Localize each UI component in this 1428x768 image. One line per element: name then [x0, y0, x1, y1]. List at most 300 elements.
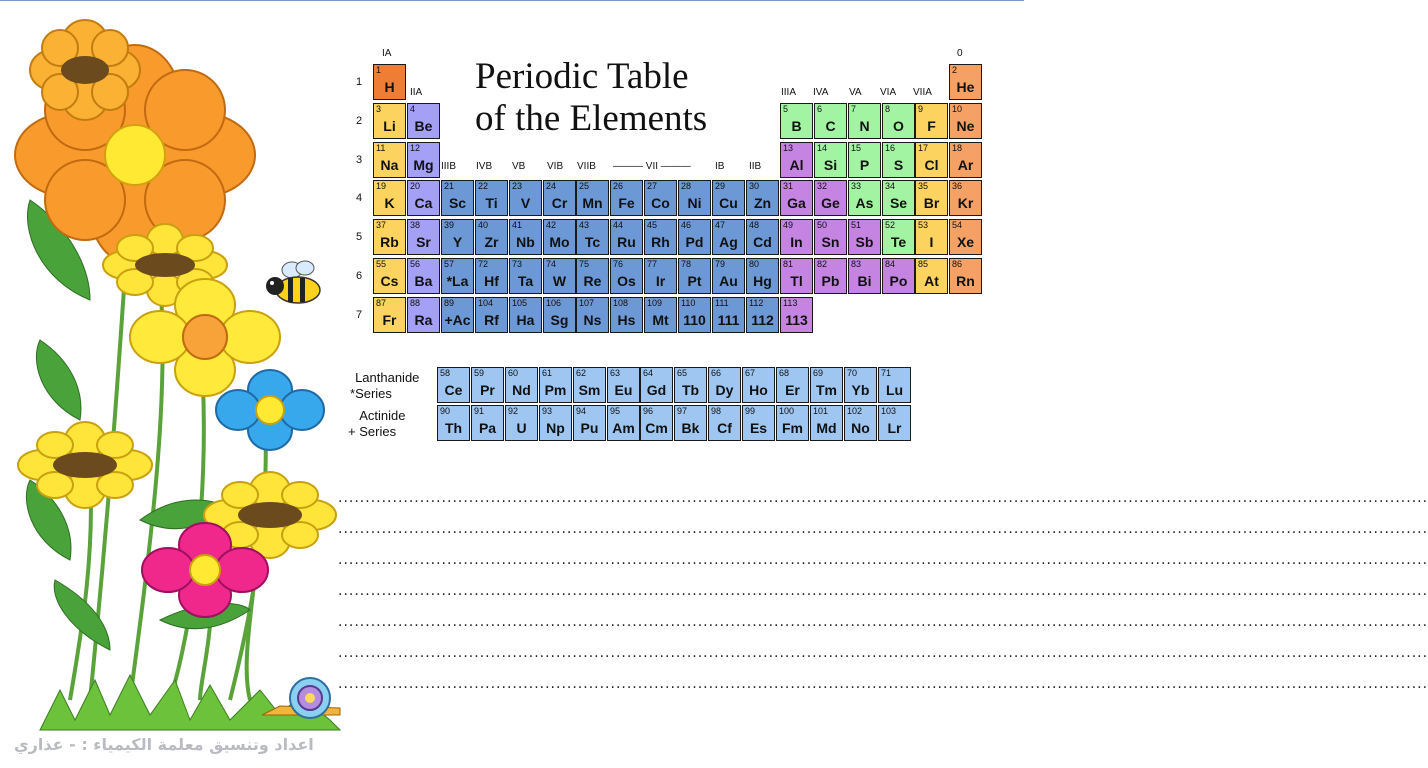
atomic-number: 67	[745, 368, 756, 378]
element-np	[539, 405, 572, 441]
atomic-number: 53	[918, 220, 929, 230]
atomic-number: 93	[542, 406, 553, 416]
atomic-number: 66	[711, 368, 722, 378]
element-sn	[814, 219, 847, 255]
element-u	[505, 405, 538, 441]
element-xe	[949, 219, 982, 255]
atomic-number: 112	[749, 298, 764, 308]
atomic-number: 59	[474, 368, 485, 378]
atomic-number: 87	[376, 298, 387, 308]
periodic-table-title	[475, 56, 707, 140]
element-cm	[640, 405, 673, 441]
element-sb	[848, 219, 881, 255]
element-symbol: O	[893, 118, 904, 134]
element-am	[607, 405, 640, 441]
atomic-number: 94	[576, 406, 587, 416]
element-ho	[742, 367, 775, 403]
element-ca	[407, 180, 440, 216]
atomic-number: 84	[885, 259, 896, 269]
group-label: IIA	[410, 87, 423, 98]
element-symbol: Lu	[885, 382, 904, 398]
element-symbol: I	[929, 234, 934, 250]
atomic-number: 79	[715, 259, 726, 269]
atomic-number: 32	[817, 181, 828, 191]
atomic-number: 63	[610, 368, 621, 378]
element-symbol: Ge	[821, 195, 840, 211]
element-symbol: H	[384, 79, 395, 95]
element-pd	[678, 219, 711, 255]
element-symbol: Ns	[583, 312, 602, 328]
element-se	[882, 180, 915, 216]
atomic-number: 62	[576, 368, 587, 378]
atomic-number: 10	[952, 104, 963, 114]
flower-garden-illustration	[0, 0, 340, 730]
element-symbol: Yb	[851, 382, 870, 398]
element-pr	[471, 367, 504, 403]
element-symbol: W	[552, 273, 567, 289]
atomic-number: 3	[376, 104, 382, 114]
element-y	[441, 219, 474, 255]
atomic-number: 30	[749, 181, 760, 191]
element-symbol: Ga	[787, 195, 806, 211]
element-er	[776, 367, 809, 403]
element-ns	[576, 297, 609, 333]
element-symbol: Mn	[582, 195, 603, 211]
group-label: VIA	[880, 87, 897, 98]
element-symbol: Sb	[855, 234, 874, 250]
lanthanide-label-text: Lanthanide Series	[355, 370, 420, 401]
element-h	[373, 64, 406, 100]
element-pa	[471, 405, 504, 441]
atomic-number: 72	[478, 259, 489, 269]
element-cr	[543, 180, 576, 216]
element-cl	[915, 142, 948, 178]
group-label: ——— VII ———	[613, 161, 691, 172]
actinide-series-label	[348, 408, 419, 440]
element-symbol: V	[520, 195, 531, 211]
atomic-number: 24	[546, 181, 557, 191]
element-symbol: Md	[816, 420, 837, 436]
atomic-number: 54	[952, 220, 963, 230]
element-symbol: Al	[789, 157, 804, 173]
group-label: IIIA	[781, 87, 797, 98]
element-te	[882, 219, 915, 255]
title-line-1: Periodic Table	[475, 56, 689, 97]
snail-icon	[262, 678, 340, 718]
group-label: VIIA	[913, 87, 932, 98]
bee-icon	[266, 261, 320, 303]
atomic-number: 43	[579, 220, 590, 230]
atomic-number: 56	[410, 259, 421, 269]
element-112	[746, 297, 779, 333]
element-mn	[576, 180, 609, 216]
atomic-number: 31	[783, 181, 794, 191]
element-br	[915, 180, 948, 216]
element-yb	[844, 367, 877, 403]
element-tl	[780, 258, 813, 294]
group-label: IVB	[476, 161, 493, 172]
element-bi	[848, 258, 881, 294]
answer-line[interactable]: ........................................................................................................................................................................................................	[338, 614, 1428, 630]
element-al	[780, 142, 813, 178]
element-symbol: Cl	[924, 157, 939, 173]
element-ir	[644, 258, 677, 294]
element-symbol: Pr	[480, 382, 495, 398]
element-symbol: Es	[749, 420, 768, 436]
period-label: 4	[356, 192, 363, 204]
atomic-number: 6	[817, 104, 823, 114]
atomic-number: 13	[783, 143, 794, 153]
element-symbol: Ha	[516, 312, 535, 328]
element-symbol: Zr	[484, 234, 499, 250]
element-symbol: Th	[444, 420, 463, 436]
element-symbol: Cu	[719, 195, 738, 211]
element-rn	[949, 258, 982, 294]
element-symbol: 110	[683, 312, 706, 328]
element-ce	[437, 367, 470, 403]
element-symbol: Ne	[956, 118, 975, 134]
small-orange-flower	[30, 20, 140, 120]
atomic-number: 91	[474, 406, 485, 416]
element-symbol: Hg	[753, 273, 772, 289]
answer-line[interactable]: ........................................................................................................................................................................................................	[338, 583, 1428, 599]
atomic-number: 11	[376, 143, 386, 153]
period-label: 5	[356, 231, 363, 243]
element-md	[810, 405, 843, 441]
atomic-number: 36	[952, 181, 963, 191]
element-symbol: Eu	[614, 382, 633, 398]
element-symbol: 112	[751, 312, 774, 328]
element-p	[848, 142, 881, 178]
period-label: 3	[356, 154, 363, 166]
element-symbol: Nb	[516, 234, 535, 250]
atomic-number: 19	[376, 181, 387, 191]
actinide-mark: +	[348, 424, 356, 439]
atomic-number: 2	[952, 65, 958, 75]
atomic-number: 85	[918, 259, 929, 269]
element-be	[407, 103, 440, 139]
atomic-number: 29	[715, 181, 726, 191]
element-symbol: Li	[383, 118, 396, 134]
answer-line[interactable]: ........................................................................................................................................................................................................	[338, 521, 1428, 537]
element-sg	[543, 297, 576, 333]
element-symbol: Ir	[655, 273, 666, 289]
atomic-number: 57	[444, 259, 455, 269]
element-symbol: Sm	[578, 382, 601, 398]
element-symbol: Pm	[544, 382, 567, 398]
element-symbol: Er	[785, 382, 800, 398]
element-symbol: 113	[785, 312, 808, 328]
atomic-number: 38	[410, 220, 421, 230]
element-co	[644, 180, 677, 216]
element-symbol: Na	[380, 157, 399, 173]
atomic-number: 104	[478, 298, 494, 308]
atomic-number: 50	[817, 220, 828, 230]
atomic-number: 37	[376, 220, 387, 230]
element-symbol: F	[927, 118, 936, 134]
element-symbol: Y	[452, 234, 463, 250]
answer-line[interactable]: ........................................................................................................................................................................................................	[338, 645, 1428, 661]
atomic-number: 18	[952, 143, 963, 153]
element-hg	[746, 258, 779, 294]
element-symbol: P	[859, 157, 870, 173]
element-cd	[746, 219, 779, 255]
element-na	[373, 142, 406, 178]
element-nd	[505, 367, 538, 403]
element-fr	[373, 297, 406, 333]
answer-line[interactable]: ........................................................................................................................................................................................................	[338, 676, 1428, 692]
atomic-number: 76	[613, 259, 624, 269]
element-tm	[810, 367, 843, 403]
element-la	[441, 258, 474, 294]
element-symbol: Tm	[816, 382, 837, 398]
element-symbol: Rf	[484, 312, 499, 328]
atomic-number: 98	[711, 406, 722, 416]
element-li	[373, 103, 406, 139]
atomic-number: 108	[613, 298, 629, 308]
element-symbol: K	[384, 195, 395, 211]
element-110	[678, 297, 711, 333]
element-cs	[373, 258, 406, 294]
atomic-number: 95	[610, 406, 621, 416]
element-symbol: Nd	[512, 382, 531, 398]
element-symbol: Hf	[484, 273, 499, 289]
element-symbol: Hs	[617, 312, 636, 328]
element-as	[848, 180, 881, 216]
group-label: VB	[512, 161, 526, 172]
atomic-number: 89	[444, 298, 455, 308]
lanthanide-series-label	[350, 370, 433, 402]
element-symbol: Mo	[549, 234, 570, 250]
atomic-number: 49	[783, 220, 794, 230]
element-symbol: Cs	[380, 273, 399, 289]
atomic-number: 16	[885, 143, 896, 153]
atomic-number: 100	[779, 406, 795, 416]
element-symbol: Np	[546, 420, 565, 436]
atomic-number: 7	[851, 104, 857, 114]
answer-line[interactable]: ........................................................................................................................................................................................................	[338, 552, 1428, 568]
element-symbol: S	[893, 157, 904, 173]
element-hf	[475, 258, 508, 294]
atomic-number: 21	[444, 181, 455, 191]
answer-line[interactable]: ........................................................................................................................................................................................................	[338, 490, 1428, 506]
element-fe	[610, 180, 643, 216]
actinide-label-text: Actinide Series	[359, 408, 406, 439]
element-mt	[644, 297, 677, 333]
element-s	[882, 142, 915, 178]
element-pt	[678, 258, 711, 294]
element-rh	[644, 219, 677, 255]
element-symbol: Tc	[584, 234, 601, 250]
atomic-number: 81	[783, 259, 794, 269]
element-symbol: Bi	[857, 273, 872, 289]
element-symbol: Tl	[790, 273, 803, 289]
atomic-number: 44	[613, 220, 624, 230]
element-f	[915, 103, 948, 139]
atomic-number: 58	[440, 368, 451, 378]
atomic-number: 26	[613, 181, 624, 191]
atomic-number: 25	[579, 181, 590, 191]
element-sr	[407, 219, 440, 255]
atomic-number: 65	[677, 368, 688, 378]
element-symbol: Ni	[687, 195, 702, 211]
element-symbol: Am	[612, 420, 635, 436]
atomic-number: 77	[647, 259, 658, 269]
element-symbol: Tb	[681, 382, 700, 398]
element-ba	[407, 258, 440, 294]
element-symbol: C	[825, 118, 836, 134]
element-dy	[708, 367, 741, 403]
element-symbol: Pd	[685, 234, 704, 250]
atomic-number: 39	[444, 220, 455, 230]
atomic-number: 68	[779, 368, 790, 378]
element-in	[780, 219, 813, 255]
atomic-number: 111	[715, 298, 729, 308]
element-pu	[573, 405, 606, 441]
group-label: IB	[715, 161, 725, 172]
element-symbol: Sc	[448, 195, 467, 211]
element-cf	[708, 405, 741, 441]
element-ra	[407, 297, 440, 333]
period-label: 1	[356, 76, 363, 88]
element-es	[742, 405, 775, 441]
atomic-number: 78	[681, 259, 692, 269]
group-label: IIIB	[441, 161, 457, 172]
element-symbol: Ho	[749, 382, 768, 398]
element-lr	[878, 405, 911, 441]
element-po	[882, 258, 915, 294]
element-ga	[780, 180, 813, 216]
atomic-number: 41	[512, 220, 523, 230]
atomic-number: 17	[918, 143, 929, 153]
element-kr	[949, 180, 982, 216]
atomic-number: 14	[817, 143, 828, 153]
atomic-number: 5	[783, 104, 789, 114]
atomic-number: 55	[376, 259, 387, 269]
element-symbol: Xe	[956, 234, 975, 250]
element-at	[915, 258, 948, 294]
atomic-number: 51	[851, 220, 862, 230]
group-label: IIB	[749, 161, 762, 172]
atomic-number: 48	[749, 220, 760, 230]
atomic-number: 15	[851, 143, 862, 153]
period-label: 6	[356, 270, 363, 282]
element-ta	[509, 258, 542, 294]
element-i	[915, 219, 948, 255]
element-symbol: U	[516, 420, 527, 436]
element-symbol: He	[956, 79, 975, 95]
atomic-number: 73	[512, 259, 523, 269]
atomic-number: 8	[885, 104, 891, 114]
element-symbol: Po	[889, 273, 908, 289]
atomic-number: 23	[512, 181, 523, 191]
element-c	[814, 103, 847, 139]
atomic-number: 46	[681, 220, 692, 230]
atomic-number: 20	[410, 181, 421, 191]
element-symbol: At	[924, 273, 939, 289]
element-symbol: Rb	[380, 234, 399, 250]
element-th	[437, 405, 470, 441]
atomic-number: 83	[851, 259, 862, 269]
element-symbol: Gd	[646, 382, 667, 398]
element-lu	[878, 367, 911, 403]
atomic-number: 47	[715, 220, 726, 230]
element-symbol: Re	[583, 273, 602, 289]
element-ar	[949, 142, 982, 178]
element-pb	[814, 258, 847, 294]
element-symbol: Ta	[517, 273, 534, 289]
element-symbol: Sr	[416, 234, 431, 250]
element-symbol: Pu	[580, 420, 599, 436]
atomic-number: 99	[745, 406, 756, 416]
element-ne	[949, 103, 982, 139]
element-n	[848, 103, 881, 139]
atomic-number: 90	[440, 406, 451, 416]
element-symbol: Cd	[753, 234, 772, 250]
element-symbol: *La	[446, 273, 469, 289]
element-symbol: Be	[414, 118, 433, 134]
element-symbol: Mt	[652, 312, 669, 328]
atomic-number: 96	[643, 406, 654, 416]
atomic-number: 74	[546, 259, 557, 269]
element-ti	[475, 180, 508, 216]
element-symbol: Cm	[645, 420, 668, 436]
atomic-number: 60	[508, 368, 519, 378]
element-symbol: Ca	[414, 195, 433, 211]
period-label: 7	[356, 309, 363, 321]
atomic-number: 103	[881, 406, 897, 416]
element-symbol: Dy	[715, 382, 734, 398]
element-symbol: Rh	[651, 234, 670, 250]
atomic-number: 97	[677, 406, 688, 416]
atomic-number: 22	[478, 181, 489, 191]
element-ag	[712, 219, 745, 255]
element-symbol: B	[791, 118, 802, 134]
element-111	[712, 297, 745, 333]
title-line-2: of the Elements	[475, 98, 708, 139]
element-eu	[607, 367, 640, 403]
atomic-number: 71	[881, 368, 892, 378]
element-tb	[674, 367, 707, 403]
element-symbol: Br	[923, 195, 940, 211]
element-hs	[610, 297, 643, 333]
period-label: 2	[356, 115, 363, 127]
atomic-number: 9	[918, 104, 924, 114]
element-symbol: Ce	[444, 382, 463, 398]
atomic-number: 61	[542, 368, 553, 378]
element-mg	[407, 142, 440, 178]
atomic-number: 64	[643, 368, 654, 378]
atomic-number: 45	[647, 220, 658, 230]
element-symbol: Kr	[957, 195, 974, 211]
atomic-number: 92	[508, 406, 519, 416]
element-w	[543, 258, 576, 294]
element-symbol: Fr	[382, 312, 397, 328]
element-v	[509, 180, 542, 216]
atomic-number: 105	[512, 298, 528, 308]
element-symbol: Ba	[414, 273, 433, 289]
atomic-number: 110	[681, 298, 696, 308]
element-symbol: Os	[617, 273, 636, 289]
element-symbol: Bk	[681, 420, 700, 436]
element-symbol: 111	[717, 312, 740, 328]
element-nb	[509, 219, 542, 255]
element-ha	[509, 297, 542, 333]
element-ni	[678, 180, 711, 216]
element-b	[780, 103, 813, 139]
element-symbol: N	[859, 118, 870, 134]
element-rb	[373, 219, 406, 255]
